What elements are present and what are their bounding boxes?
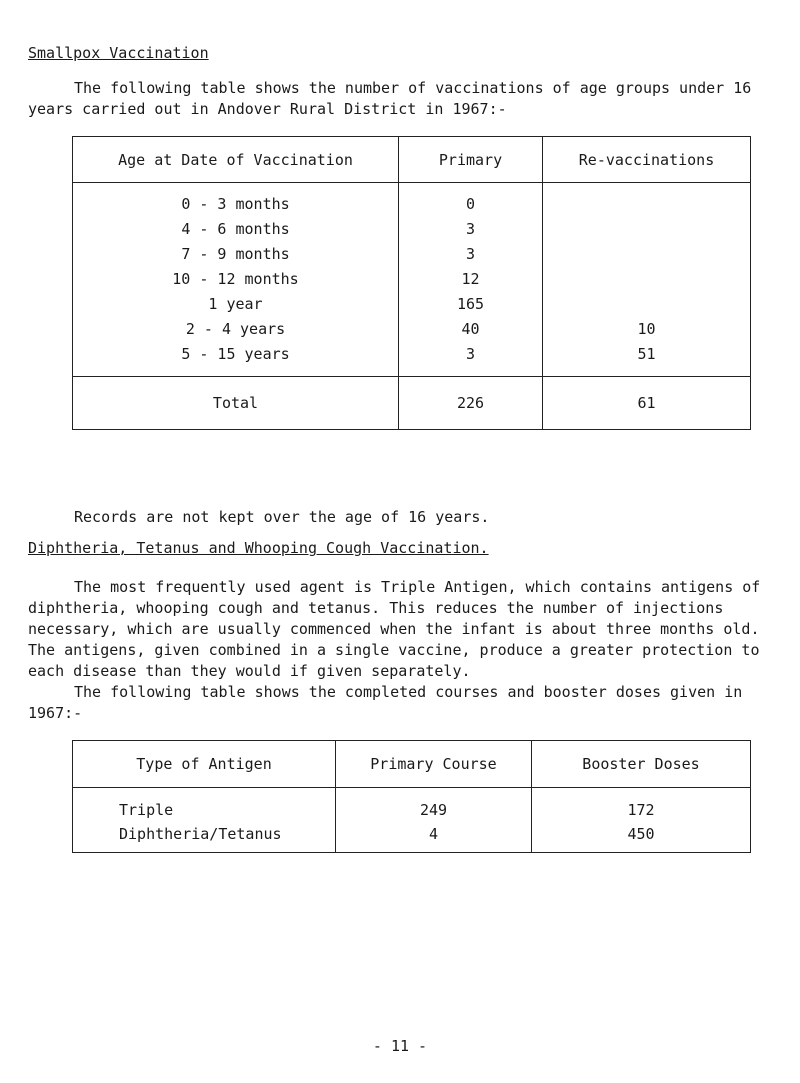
- col-header-type: Type of Antigen: [73, 741, 336, 788]
- smallpox-intro: The following table shows the number of vaccinations of age groups under 16 years carried out in Andover Rural District in 1967:-: [28, 79, 761, 118]
- table-row: [73, 291, 751, 316]
- smallpox-table: [72, 136, 751, 430]
- col-header-age: Age at Date of Vaccination: [73, 137, 399, 183]
- primary-cell: 165: [399, 291, 543, 316]
- table-row: [73, 241, 751, 266]
- page-number: - 11 -: [372, 1037, 428, 1055]
- primary-cell: 0: [399, 183, 543, 217]
- revac-cell: 10: [543, 316, 751, 341]
- age-cell: 2 - 4 years: [73, 316, 399, 341]
- primary-cell: 12: [399, 266, 543, 291]
- total-label: Total: [73, 377, 399, 430]
- col-header-revaccinations: Re-vaccinations: [543, 137, 751, 183]
- table-row: [73, 216, 751, 241]
- col-header-primary: Primary: [399, 137, 543, 183]
- revac-cell: 51: [543, 341, 751, 377]
- col-header-primary-course: Primary Course: [336, 741, 532, 788]
- primary-cell: 3: [399, 216, 543, 241]
- revac-cell: [543, 241, 751, 266]
- primary-course-cell: 4: [336, 822, 532, 853]
- total-primary: 226: [399, 377, 543, 430]
- age-cell: 7 - 9 months: [73, 241, 399, 266]
- booster-cell: 172: [532, 788, 751, 823]
- age-cell: 0 - 3 months: [73, 183, 399, 217]
- table-row: [73, 183, 751, 217]
- revac-cell: [543, 216, 751, 241]
- section-heading-diphtheria: Diphtheria, Tetanus and Whooping Cough Vaccination.: [28, 539, 489, 557]
- table-row: [73, 822, 751, 853]
- section-heading-smallpox: Smallpox Vaccination: [28, 44, 209, 62]
- antigen-table: [72, 740, 751, 853]
- age-cell: 5 - 15 years: [73, 341, 399, 377]
- table-row: [73, 788, 751, 823]
- table-row: [73, 316, 751, 341]
- total-row: [73, 377, 751, 430]
- revac-cell: [543, 183, 751, 217]
- smallpox-note: Records are not kept over the age of 16 years.: [74, 508, 490, 526]
- primary-cell: 3: [399, 241, 543, 266]
- primary-course-cell: 249: [336, 788, 532, 823]
- total-revac: 61: [543, 377, 751, 430]
- triple-antigen-paragraph: The most frequently used agent is Triple Antigen, which contains antigens of diphtheria, whooping cough and tetanus. This reduces the number of injections necessary, which are usually commenced when the infant is about three months old. The antigens, given combined in a single vaccine, produce a greater protection to each disease than they would if given separately.: [28, 578, 770, 680]
- booster-intro: The following table shows the completed courses and booster doses given in 1967:-: [28, 683, 752, 722]
- primary-cell: 40: [399, 316, 543, 341]
- col-header-booster: Booster Doses: [532, 741, 751, 788]
- antigen-type-cell: Triple: [73, 788, 336, 823]
- age-cell: 4 - 6 months: [73, 216, 399, 241]
- primary-cell: 3: [399, 341, 543, 377]
- booster-cell: 450: [532, 822, 751, 853]
- revac-cell: [543, 266, 751, 291]
- age-cell: 10 - 12 months: [73, 266, 399, 291]
- antigen-type-cell: Diphtheria/Tetanus: [73, 822, 336, 853]
- revac-cell: [543, 291, 751, 316]
- age-cell: 1 year: [73, 291, 399, 316]
- table-row: [73, 341, 751, 377]
- table-row: [73, 266, 751, 291]
